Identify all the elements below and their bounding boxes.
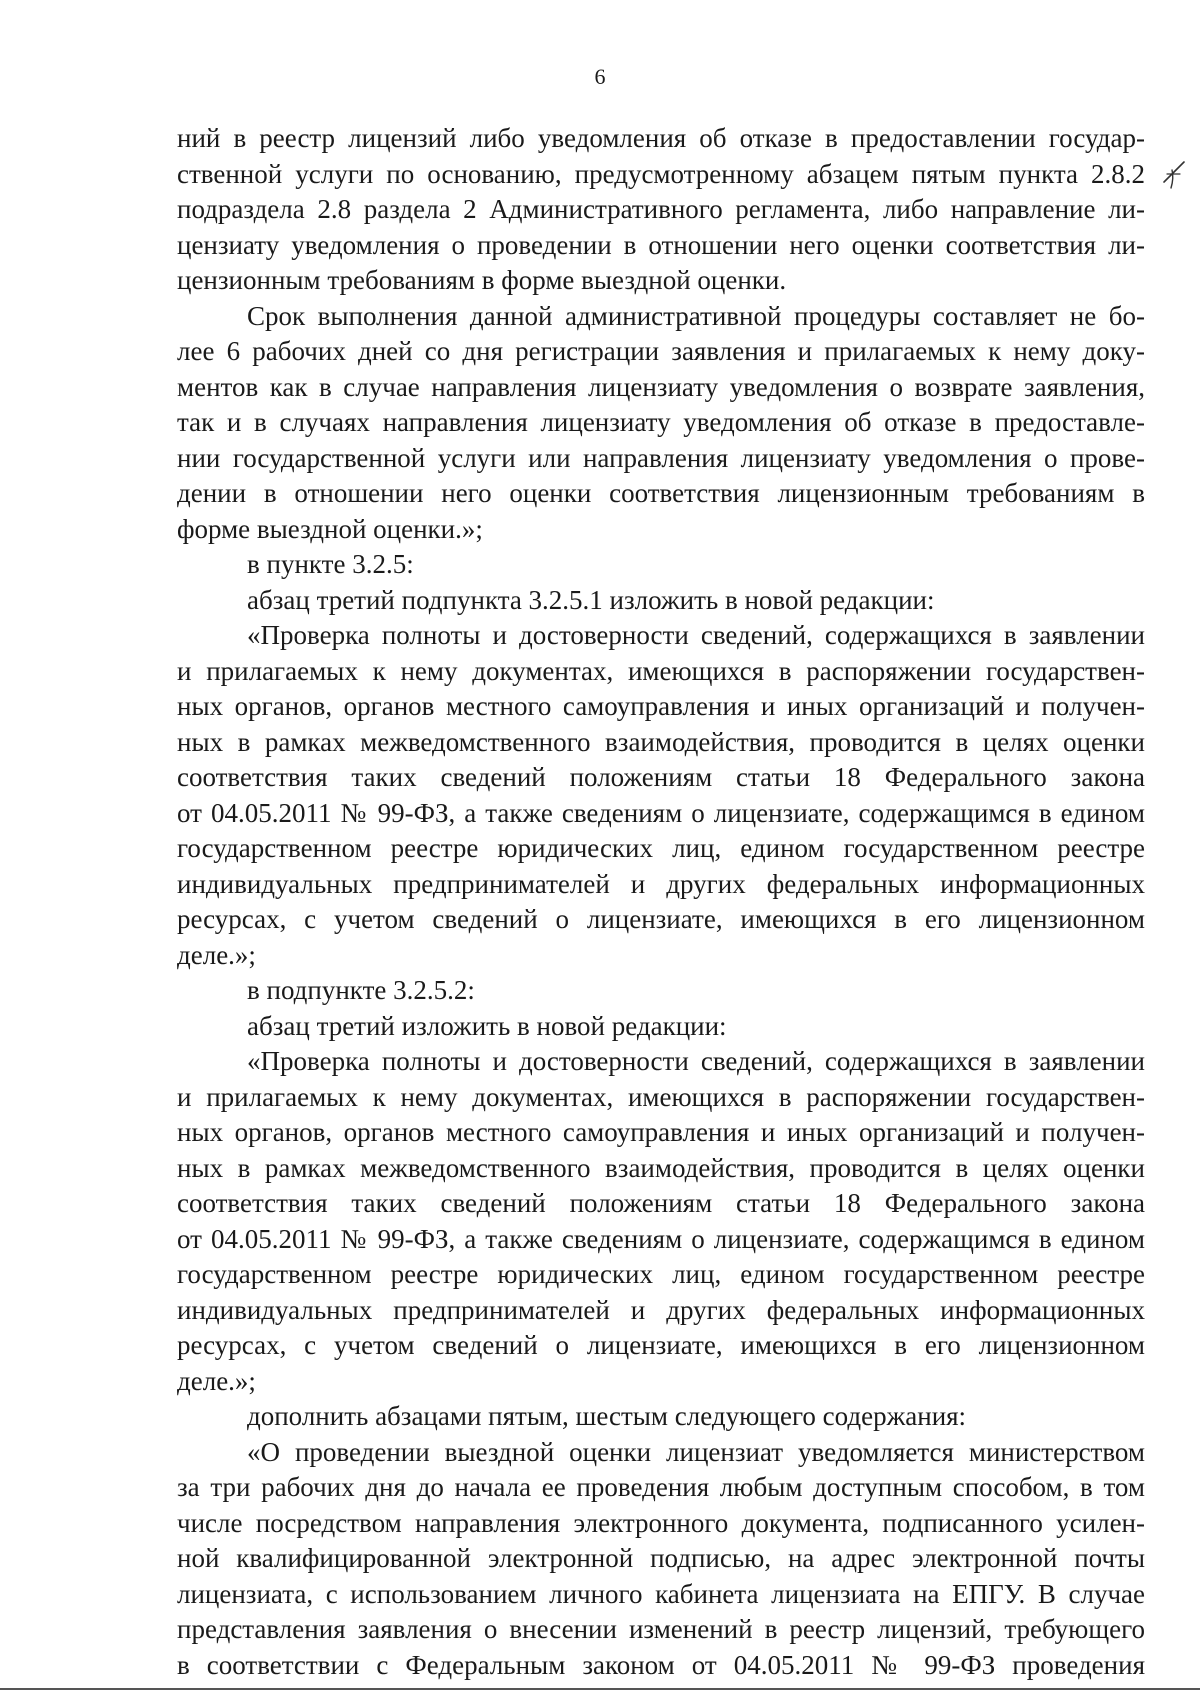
text-line: ной квалифицированной электронной подписью, на адрес электронной почты xyxy=(177,1543,1145,1573)
text-line: подраздела 2.8 раздела 2 Административного регламента, либо направление ли- xyxy=(177,194,1145,224)
document-body xyxy=(177,121,1145,1683)
text-line: от 04.05.2011 № 99-ФЗ, а также сведениям о лицензиате, содержащимся в едином xyxy=(177,1223,1145,1254)
text-line: лее 6 рабочих дней со дня регистрации заявления и прилагаемых к нему доку- xyxy=(177,336,1145,366)
scan-edge-line xyxy=(0,1688,1200,1690)
text-line: индивидуальных предпринимателей и других федеральных информационных xyxy=(177,1294,1145,1325)
text-line: «Проверка полноты и достоверности сведений, содержащихся в заявлении xyxy=(247,620,1145,650)
text-line: ных в рамках межведомственного взаимодействия, проводится в целях оценки xyxy=(177,726,1145,757)
text-line: в соответствии с Федеральным законом от 04.05.2011 № 99-ФЗ проведения xyxy=(177,1649,1145,1680)
text-line: в пункте 3.2.5: xyxy=(247,549,414,579)
text-line: «О проведении выездной оценки лицензиат уведомляется министерством xyxy=(247,1436,1145,1467)
text-line: форме выездной оценки.»; xyxy=(177,513,483,544)
text-line: государственном реестре юридических лиц, едином государственном реестре xyxy=(177,833,1145,863)
text-line: соответствия таких сведений положениям статьи 18 Федерального закона xyxy=(177,1188,1145,1218)
text-line: деле.»; xyxy=(177,939,256,970)
page-number: 6 xyxy=(594,64,606,89)
text-line: дополнить абзацами пятым, шестым следующего содержания: xyxy=(247,1401,967,1431)
text-line: ных в рамках межведомственного взаимодействия, проводится в целях оценки xyxy=(177,1152,1145,1183)
text-line: ных органов, органов местного самоуправления и иных организаций и получен- xyxy=(177,1117,1145,1147)
text-line: деле.»; xyxy=(177,1365,256,1396)
text-line: «Проверка полноты и достоверности сведений, содержащихся в заявлении xyxy=(247,1046,1145,1076)
text-line: Срок выполнения данной административной процедуры составляет не бо- xyxy=(247,300,1145,331)
text-line: ресурсах, с учетом сведений о лицензиате, имеющихся в его лицензионном xyxy=(177,904,1145,934)
text-line: индивидуальных предпринимателей и других федеральных информационных xyxy=(177,868,1145,899)
text-line: лицензиата, с использованием личного кабинета лицензиата на ЕПГУ. В случае xyxy=(177,1578,1145,1609)
text-line: нии государственной услуги или направления лицензиату уведомления о прове- xyxy=(177,442,1145,473)
text-line: цензиату уведомления о проведении в отношении него оценки соответствия ли- xyxy=(177,229,1145,260)
text-line: так и в случаях направления лицензиату уведомления об отказе в предоставле- xyxy=(177,407,1145,437)
handwritten-margin-mark-icon xyxy=(1158,156,1188,192)
text-line: дении в отношении него оценки соответствия лицензионным требованиям в xyxy=(177,478,1145,508)
text-line: в подпункте 3.2.5.2: xyxy=(247,975,475,1005)
text-line: числе посредством направления электронного документа, подписанного усилен- xyxy=(177,1507,1145,1538)
text-line: ний в реестр лицензий либо уведомления об отказе в предоставлении государ- xyxy=(177,123,1145,153)
text-line: ресурсах, с учетом сведений о лицензиате, имеющихся в его лицензионном xyxy=(177,1330,1145,1360)
text-line: и прилагаемых к нему документах, имеющихся в распоряжении государствен- xyxy=(177,1081,1145,1112)
text-line: за три рабочих дня до начала ее проведения любым доступным способом, в том xyxy=(177,1472,1145,1502)
text-line: ных органов, органов местного самоуправления и иных организаций и получен- xyxy=(177,691,1145,721)
text-line: абзац третий изложить в новой редакции: xyxy=(247,1010,727,1041)
text-line: абзац третий подпункта 3.2.5.1 изложить в новой редакции: xyxy=(247,584,935,615)
text-line: и прилагаемых к нему документах, имеющихся в распоряжении государствен- xyxy=(177,655,1145,686)
text-line: соответствия таких сведений положениям статьи 18 Федерального закона xyxy=(177,762,1145,792)
text-line: цензионным требованиям в форме выездной оценки. xyxy=(177,265,787,295)
text-line: ственной услуги по основанию, предусмотренному абзацем пятым пункта 2.8.2 xyxy=(177,158,1145,189)
text-line: государственном реестре юридических лиц, едином государственном реестре xyxy=(177,1259,1145,1289)
text-line: от 04.05.2011 № 99-ФЗ, а также сведениям о лицензиате, содержащимся в едином xyxy=(177,797,1145,828)
text-line: представления заявления о внесении изменений в реестр лицензий, требующего xyxy=(177,1614,1145,1644)
text-line: ментов как в случае направления лицензиату уведомления о возврате заявления, xyxy=(177,371,1145,402)
